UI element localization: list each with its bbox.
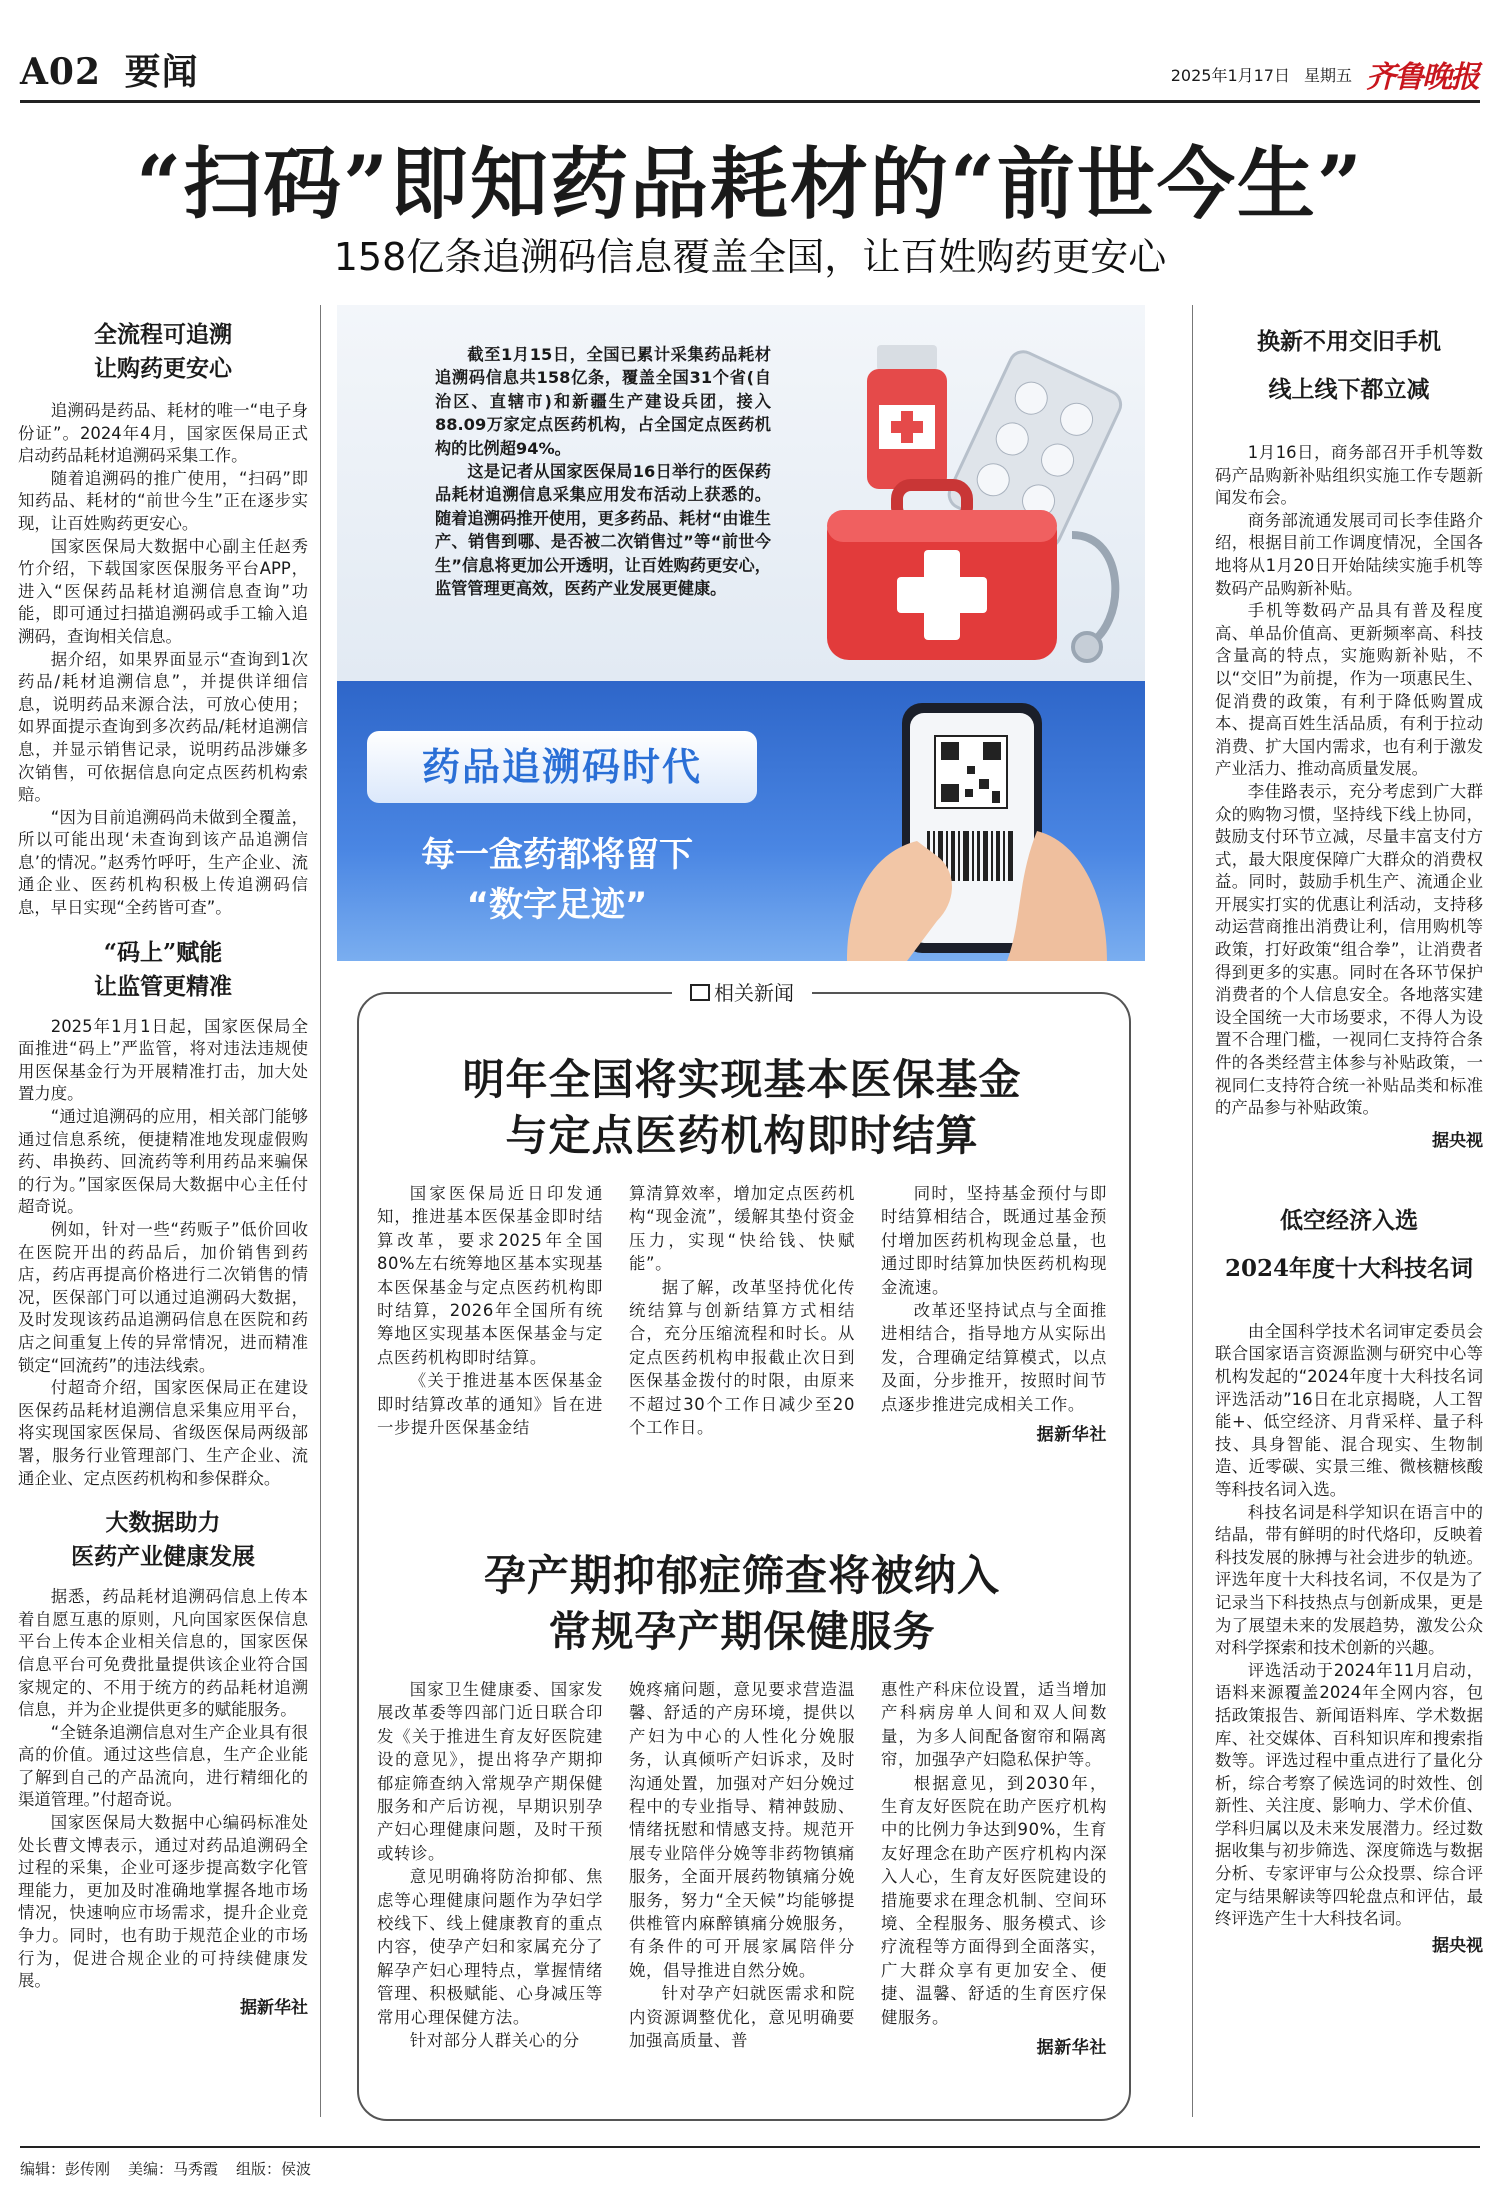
- hero-graphic: [337, 305, 1145, 961]
- paper-logo: 齐鲁晚报: [1366, 60, 1478, 95]
- page-section-header: [20, 44, 199, 95]
- footer-credits: [20, 2158, 311, 2179]
- hero-top-panel: [337, 305, 1145, 681]
- right-section-1-body: 1月16日，商务部召开手机等数码产品购新补贴组织实施工作专题新闻发布会。 商务部流通发展司司长李佳路介绍，根据目前工作调度情况，全国各地将从1月20日开始陆续实施手机等数码产品购新补贴。 手机等数码产品具有普及程度高、单品价值高、更新频率高、科技含量高的特点，实施购新补贴，不以“交旧”为前提，作为一项惠民生、促消费的政策，有利于降低购置成本、提高百姓生活品质，有利于拉动消费、扩大国内需求，也有利于激发产业活力、推动高质量发展。 李佳路表示，充分考虑到广大群众的购物习惯，坚持线下线上协同，鼓励支付环节立减，尽量丰富支付方式，最大限度保障广大群众的消费权益。同时，鼓励手机生产、流通企业开展实打实的优惠让利活动，支持移动运营商推出消费让利，信用购机等政策，打好政策“组合拳”，让消费者得到更多的实惠。同时在各环节保护消费者的个人信息安全。各地落实建设全国统一大市场要求，不得人为设置不合理门槛，一视同仁支持符合条件的各类经营主体参与补贴政策，一视同仁支持符合统一补贴品类和标准的产品参与补贴政策。: [1215, 443, 1483, 1118]
- footer-proof: 组版：侯波: [236, 2160, 312, 2178]
- column-divider-right: [1192, 305, 1193, 2117]
- footer-art-editor: 美编：马秀霞: [128, 2160, 219, 2178]
- related-article-1-col2: 算清算效率，增加定点医药机构“现金流”，缓解其垫付资金压力，实现“快给钱、快赋能”。 据了解，改革坚持优化传统结算与创新结算方式相结合，充分压缩流程和时长。从定点医药机构申报截止次日到医保基金拨付的时限，由原来不超过30个工作日减少至20个工作日。: [629, 1184, 855, 1438]
- main-headline: “扫码”即知药品耗材的“前世今生”: [136, 139, 1364, 230]
- header-rule: [20, 100, 1480, 103]
- main-subheadline: 158亿条追溯码信息覆盖全国，让百姓购药更安心: [333, 235, 1167, 279]
- footer-rule: [20, 2146, 1480, 2148]
- banner-title: 药品追溯码时代: [367, 731, 757, 803]
- related-article-1: [377, 1052, 1107, 1447]
- footer-editor: 编辑：彭传刚: [20, 2160, 111, 2178]
- left-section-2-body: 2025年1月1日起，国家医保局全面推进“码上”严监管，将对违法违规使用医保基金行为开展精准打击，加大处置力度。 “通过追溯码的应用，相关部门能够通过信息系统，便捷精准地发现虚假购药、串换药、回流药等利用药品来骗保的行为。”国家医保局大数据中心主任付超奇说。 例如，针对一些“药贩子”低价回收在医院开出的药品后，加价销售到药店，药店再提高价格进行二次销售的情况，医保部门可以通过追溯码大数据，及时发现该药品追溯码信息在医院和药店之间重复上传的异常情况，进而精准锁定“回流药”的违法线索。 付超奇介绍，国家医保局正在建设医保药品耗材追溯信息采集应用平台，将实现国家医保局、省级医保局两级部署，服务行业管理部门、生产企业、流通企业、定点医药机构和参保群众。: [18, 1016, 308, 1488]
- left-section-3-heading: 大数据助力 医药产业健康发展: [71, 1509, 255, 1571]
- masthead-right: [1171, 52, 1478, 96]
- related-article-2-col1: 国家卫生健康委、国家发展改革委等四部门近日联合印发《关于推进生育友好医院建设的意见》，提出将孕产期抑郁症筛查纳入常规孕产期保健服务和产后访视，早期识别孕产妇心理健康问题，及时干预或转诊。 意见明确将防治抑郁、焦虑等心理健康问题作为孕妇学校线下、线上健康教育的重点内容，使孕产妇和家属充分了解孕产妇心理特点，掌握情绪管理、积极赋能、心身减压等常用心理保健方法。 针对部分人群关心的分: [377, 1680, 603, 2051]
- qr-code-phone-icon: [807, 691, 1137, 961]
- issue-weekday: 星期五: [1303, 65, 1352, 85]
- right-section-1-heading: 换新不用交旧手机 线上线下都立减: [1257, 328, 1441, 403]
- related-article-1-columns: [377, 1182, 1107, 1447]
- right-column: [1215, 318, 1483, 1956]
- issue-date: 2025年1月17日: [1170, 65, 1290, 85]
- page-number: A02: [20, 51, 102, 93]
- banner-slogan-line1: 每一盒药都将留下: [421, 835, 693, 875]
- related-article-1-col3: 同时，坚持基金预付与即时结算相结合，既通过基金预付增加医药机构现金总量，也通过即时结算加快医药机构现金流速。 改革还坚持试点与全面推进相结合，指导地方从实际出发，合理确定结算模式，以点及面，分步推开，按照时间节点逐步推进完成相关工作。 据新华社: [881, 1182, 1107, 1447]
- right-section-2-heading: 低空经济入选 2024年度十大科技名词: [1224, 1206, 1473, 1282]
- right-section-1-source: 据央视: [1432, 1130, 1483, 1151]
- related-article-1-col1: 国家医保局近日印发通知，推进基本医保基金即时结算改革，要求2025年全国80%左右统筹地区基本实现基本医保基金与定点医药机构即时结算，2026年全国所有统筹地区实现基本医保基金与定点医药机构即时结算。 《关于推进基本医保基金即时结算改革的通知》旨在进一步提升医保基金结: [377, 1184, 603, 1438]
- left-section-1-heading: 全流程可追溯 让购药更安心: [94, 321, 232, 382]
- right-section-2-source: 据央视: [1432, 1935, 1483, 1956]
- related-article-2-col2: 娩疼痛问题，意见要求营造温馨、舒适的产房环境，提供以产妇为中心的人性化分娩服务，认真倾听产妇诉求，及时沟通处置，加强对产妇分娩过程中的专业指导、精神鼓励、情绪抚慰和情感支持。规范开展专业陪伴分娩等非药物镇痛服务，全面开展药物镇痛分娩服务，努力“全天候”均能够提供椎管内麻醉镇痛分娩服务，有条件的可开展家属陪伴分娩，倡导推进自然分娩。 针对孕产妇就医需求和院内资源调整优化，意见明确要加强高质量、普: [629, 1680, 855, 2051]
- related-article-1-source: 据新华社: [1036, 1425, 1107, 1446]
- related-article-2-source: 据新华社: [1036, 2038, 1107, 2059]
- column-divider-left: [320, 305, 321, 2117]
- left-section-3-body: 据悉，药品耗材追溯码信息上传本着自愿互惠的原则，凡向国家医保信息平台上传本企业相关信息的，国家医保信息平台可免费批量提供该企业符合国家规定的、不用于统方的药品耗材追溯信息，并为企业提供更多的赋能服务。 “全链条追溯信息对生产企业具有很高的价值。通过这些信息，生产企业能了解到自己的产品流向，进行精细化的渠道管理。”付超奇说。 国家医保局大数据中心编码标准处处长曹文博表示，通过对药品追溯码全过程的采集，企业可逐步提高数字化管理能力，更加及时准确地掌握各地市场情况，快速响应市场需求，提升企业竞争力。同时，也有助于规范企业的市场行为，促进合规企业的可持续健康发展。: [18, 1587, 308, 1991]
- related-article-1-headline: 明年全国将实现基本医保基金 与定点医药机构即时结算: [462, 1055, 1022, 1160]
- related-article-2: [377, 1548, 1107, 2061]
- section-name: 要闻: [124, 51, 199, 93]
- related-article-2-col3: 惠性产科床位设置，适当增加产科病房单人间和双人间数量，为多人间配备窗帘和隔离帘，加强孕产妇隐私保护等。 根据意见，到2030年，生育友好医院在助产医疗机构中的比例力争达到90%，生育友好理念在助产医疗机构内深入人心，生育友好医院建设的措施要求在理念机制、空间环境、全程服务、服务模式、诊疗流程等方面得到全面落实，广大群众享有更加安全、便捷、温馨、舒适的生育医疗保健服务。 据新华社: [881, 1678, 1107, 2061]
- medicine-bottle-icon: [867, 345, 947, 489]
- left-column: [18, 318, 308, 2018]
- related-news-label: 相关新闻: [672, 979, 812, 1007]
- left-section-2-heading: “码上”赋能 让监管更精准: [94, 938, 232, 1000]
- related-article-2-columns: [377, 1678, 1107, 2061]
- left-source: 据新华社: [240, 1997, 308, 2018]
- related-article-2-headline: 孕产期抑郁症筛查将被纳入 常规孕产期保健服务: [483, 1551, 1000, 1656]
- first-aid-kit-icon: [787, 325, 1137, 675]
- newspaper-icon: [690, 984, 710, 1001]
- left-section-1-body: 追溯码是药品、耗材的唯一“电子身份证”。2024年4月，国家医保局正式启动药品耗材追溯码采集工作。 随着追溯码的推广使用，“扫码”即知药品、耗材的“前世今生”正在逐步实现，让百姓购药更安心。 国家医保局大数据中心副主任赵秀竹介绍，下载国家医保服务平台APP，进入“医保药品耗材追溯信息查询”功能，即可通过扫描追溯码或手工输入追溯码，查询相关信息。 据介绍，如果界面显示“查询到1次药品/耗材追溯信息”，并提供详细信息，说明药品来源合法，可放心使用；如界面提示查询到多次药品/耗材追溯信息，并显示销售记录，说明药品涉嫌多次销售，可依据信息向定点医药机构索赔。 “因为目前追溯码尚未做到全覆盖，所以可能出现‘未查询到该产品追溯信息’的情况。”赵秀竹呼吁，生产企业、流通企业、医药机构积极上传追溯码信息，早日实现“全药皆可查”。: [18, 401, 308, 918]
- hero-lead-text: 截至1月15日，全国已累计采集药品耗材追溯码信息共158亿条，覆盖全国31个省(自治区、直辖市)和新疆生产建设兵团，接入88.09万家定点医药机构，占全国定点医药机构的比例超94%。 这是记者从国家医保局16日举行的医保药品耗材追溯信息采集应用发布活动上获悉的。随着追溯码推开使用，更多药品、耗材“由谁生产、销售到哪、是否被二次销售过”等“前世今生”信息将更加公开透明，让百姓购药更安心，监管管理更高效，医药产业发展更健康。: [435, 345, 771, 599]
- right-section-2-body: 由全国科学技术名词审定委员会联合国家语言资源监测与研究中心等机构发起的“2024年度十大科技名词评选活动”16日在北京揭晓，人工智能+、低空经济、月背采样、量子科技、具身智能、混合现实、生物制造、近零碳、实景三维、微核糖核酸等科技名词入选。 科技名词是科学知识在语言中的结晶，带有鲜明的时代烙印，反映着科技发展的脉搏与社会进步的轨迹。评选年度十大科技名词，不仅是为了记录当下科技热点与创新成果，更是为了展望未来的发展趋势，激发公众对科学探索和技术创新的兴趣。 评选活动于2024年11月启动，语料来源覆盖2024年全网内容，包括政策报告、新闻语料库、学术数据库、社交媒体、百科知识库和搜索指数等。评选过程中重点进行了量化分析，综合考察了候选词的时效性、创新性、关注度、影响力、学术价值、学科归属以及未来发展潜力。经过数据收集与初步筛选、深度筛选与数据分析、专家评审与公众投票、综合评定与结果解读等四轮盘点和评估，最终评选产生十大科技名词。: [1215, 1321, 1483, 1929]
- hero-banner: [337, 681, 1145, 961]
- banner-slogan-line2: “数字足迹”: [466, 885, 648, 925]
